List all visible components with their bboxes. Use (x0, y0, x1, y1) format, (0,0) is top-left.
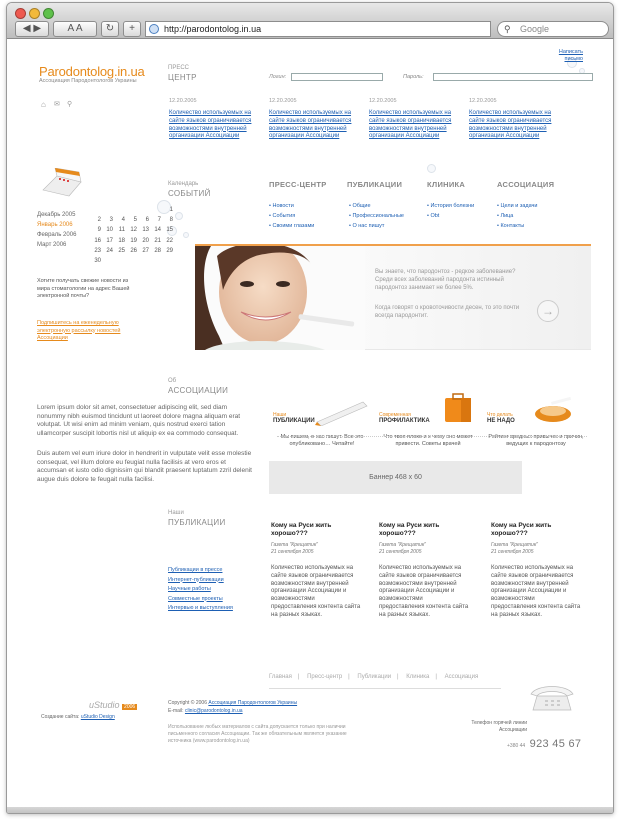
article-title[interactable]: Кому на Руси жить хорошо??? (379, 522, 440, 537)
news-date: 12.20.2005 (169, 98, 197, 104)
nav-link[interactable]: • Профессиональные (349, 211, 404, 221)
about-text-2: Duis autem vel eum iriure dolor in hendrerit in vulputate velit esse molestie consequat, vel illum dolore eu feugiat nulla facilisis at vero eros et accumsan et iusto odio dignissim qui blandit praesent luptatum zzril delenit augue duis dolore te feugait nulla facilisi. (37, 450, 252, 483)
back-icon[interactable]: ◀ (22, 23, 31, 34)
nav-heading-press[interactable]: ПРЕСС-ЦЕНТР (269, 180, 327, 189)
publication-link[interactable]: Научные работы (168, 586, 211, 592)
studio-name: uStudio (89, 700, 120, 710)
site-tagline: Ассоциация Пародонтологов Украины (39, 78, 137, 84)
promo-card-prevention[interactable] (379, 412, 477, 448)
month-item-active[interactable]: Январь 2006 (37, 222, 73, 228)
email-line (168, 708, 243, 715)
about-label-big: АССОЦИАЦИИ (168, 386, 229, 395)
card-text: Рейтинг вредных привычек и причин, ведущих к пародонтозу (488, 434, 584, 447)
login-label: Логин: (269, 74, 287, 80)
site-logo[interactable]: Parodontolog.in.ua (39, 64, 145, 79)
studio-logo[interactable] (89, 700, 137, 710)
day[interactable]: 9 (97, 227, 101, 234)
card-text: Что твоя плохо и к чему оно может привести. Советы врачей (383, 434, 473, 447)
minimize-window-button[interactable] (29, 8, 40, 19)
day[interactable]: 25 (118, 247, 125, 254)
card-label-small: Современная (379, 412, 411, 418)
day[interactable]: 2 (97, 217, 101, 224)
ashtray-icon (533, 394, 573, 424)
search-icon[interactable]: ⚲ (67, 101, 73, 108)
day[interactable]: 5 (133, 217, 137, 224)
day[interactable]: 20 (142, 237, 149, 244)
ourpubs-label-small: Наши (168, 510, 184, 516)
article-source: Газета "Крещатик" (379, 542, 426, 548)
nav-heading-publications[interactable]: ПУБЛИКАЦИИ (347, 180, 403, 189)
nav-list-clinic (427, 201, 474, 221)
pen-icon (313, 398, 371, 426)
made-by (41, 714, 115, 721)
article-date: 21 сентября 2005 (379, 549, 422, 555)
made-by-link[interactable]: uStudio Design (80, 714, 115, 720)
card-label-big: НЕ НАДО (487, 418, 515, 424)
calendar-grid (89, 205, 173, 266)
news-item (369, 98, 461, 141)
calendar-week (89, 236, 173, 246)
publication-link[interactable]: Интернет-публикации (168, 576, 224, 583)
text-size-button[interactable]: A A (53, 21, 97, 37)
made-by-label: Создание сайта: (41, 714, 80, 720)
events-label-big: СОБЫТИЙ (168, 189, 211, 198)
divider (277, 436, 587, 437)
day[interactable]: 4 (121, 217, 125, 224)
password-label: Пароль: (403, 74, 424, 80)
decor-bubble (175, 212, 183, 220)
email-link[interactable]: clinic@parodontolog.in.ua (184, 708, 243, 714)
studio-year-badge: 2006 (124, 704, 136, 710)
hero-fact-text-2: Когда говорят о кровоточивости десен, то это почти всегда пародонтит. (375, 305, 520, 319)
month-item[interactable]: Декабрь 2005 (37, 212, 76, 218)
article-title[interactable]: Кому на Руси жить хорошо??? (491, 522, 552, 537)
day[interactable]: 6 (145, 217, 149, 224)
day[interactable]: 19 (130, 237, 137, 244)
card-label-big: ПУБЛИКАЦИИ (273, 418, 315, 424)
nav-link[interactable]: • События (269, 211, 314, 221)
publication-link[interactable]: Совместные проекты (168, 595, 223, 602)
day[interactable]: 18 (118, 237, 125, 244)
day[interactable]: 14 (154, 227, 161, 234)
news-link[interactable]: Количество используемых на сайте языков ограничивается возможностями внутренней организации Ассоциации (269, 110, 352, 140)
footer-nav: Главная | Пресс-центр | Публикации | Клиника | Ассоциация (269, 674, 479, 680)
news-date: 12.20.2005 (269, 98, 297, 104)
about-text-1: Lorem ipsum dolor sit amet, consectetuer adipiscing elit, sed diam nonummy nibh euismod tincidunt ut laoreet dolore magna aliquam erat volutpat. Ut wisi enim ad minim veniam, quis nostrud exerci tation ullamcorper suscipit lobortis nisl ut aliquip ex ea commodo consequat. (37, 404, 241, 437)
news-date: 12.20.2005 (469, 98, 497, 104)
press-label-big: ЦЕНТР (168, 73, 197, 82)
day[interactable]: 15 (166, 227, 173, 234)
search-field[interactable] (497, 21, 609, 37)
nav-link[interactable]: • Лица (497, 211, 538, 221)
month-item[interactable]: Февраль 2006 (37, 232, 77, 238)
article-date: 21 сентября 2005 (491, 549, 534, 555)
card-label-small: Что делать (487, 412, 513, 418)
ad-banner[interactable]: Баннер 468 x 60 (269, 461, 522, 494)
write-us-link[interactable]: Написать письмо (558, 49, 583, 62)
article-card (491, 522, 581, 620)
day[interactable]: 30 (94, 258, 101, 265)
article-source: Газета "Крещатик" (491, 542, 538, 548)
decor-bubble (183, 232, 189, 238)
day[interactable]: 28 (154, 247, 161, 254)
decor-bubble (427, 164, 436, 173)
month-list (37, 210, 76, 250)
day[interactable]: 24 (106, 247, 113, 254)
day[interactable]: 7 (157, 217, 161, 224)
password-input[interactable] (433, 73, 593, 81)
calendar-week (89, 215, 173, 225)
calendar-icon (39, 168, 85, 198)
article-title[interactable]: Кому на Руси жить хорошо??? (271, 522, 332, 537)
article-source: Газета "Крещатик" (271, 542, 318, 548)
usage-notice: Использование любых материалов с сайта допускается только при наличии письменного согласия Ассоциации. Так же обязательным является указание источника (www.parodontolog.in.ua) (168, 724, 347, 744)
phone-number: 923 45 67 (529, 738, 582, 750)
press-label-small: ПРЕСС (168, 65, 189, 71)
news-date: 12.20.2005 (369, 98, 397, 104)
day[interactable]: 21 (154, 237, 161, 244)
calendar-week (89, 246, 173, 256)
zoom-window-button[interactable] (43, 8, 54, 19)
footer-divider (269, 688, 501, 689)
subscribe-link[interactable]: Подпишитесь на еженедельную электронную рассылку новостей Ассоциации (37, 320, 121, 341)
phone-code: +380 44 (507, 743, 526, 749)
day[interactable]: 3 (109, 217, 113, 224)
day[interactable]: 16 (94, 237, 101, 244)
article-body: Количество используемых на сайте языков ограничивается возможностями внутренней организации Ассоциации и возможностями предоставления контента сайта на разных языках. (379, 565, 469, 618)
day[interactable]: 29 (166, 247, 173, 254)
card-label-small: Наши (273, 412, 287, 418)
about-label-small: Об (168, 378, 177, 384)
day[interactable]: 11 (118, 227, 125, 234)
reload-button[interactable]: ↻ (101, 21, 119, 37)
day[interactable]: 10 (106, 227, 113, 234)
calendar-week (89, 225, 173, 235)
news-link[interactable]: Количество используемых на сайте языков ограничивается возможностями внутренней организации Ассоциации (469, 110, 552, 140)
calendar-week (89, 205, 173, 215)
month-item[interactable]: Март 2006 (37, 242, 67, 248)
nav-link[interactable]: • О нас пишут (349, 221, 404, 231)
news-link[interactable]: Количество используемых на сайте языков ограничивается возможностями внутренней организации Ассоциации (169, 110, 252, 140)
day[interactable]: 22 (166, 237, 173, 244)
article-date: 21 сентября 2005 (271, 549, 314, 555)
card-text: Мы пишем, о нас пишут. Все это опубликовано… Читайте! (280, 434, 364, 447)
first-aid-case-icon (441, 390, 475, 424)
hero-fact-text: Вы знаете, что пародонтоз - редкое заболевание? Среди всех заболеваний пародонта истинный пародонтоз занимает не более 5%. (375, 269, 516, 291)
day[interactable]: 17 (106, 237, 113, 244)
article-body: Количество используемых на сайте языков ограничивается возможностями внутренней организации Ассоциации и возможностями предоставления контента сайта на разных языках. (271, 565, 361, 618)
publication-links (168, 566, 233, 614)
ourpubs-label-big: ПУБЛИКАЦИИ (168, 518, 226, 527)
forward-icon[interactable]: ▶ (33, 23, 42, 34)
nav-list-press (269, 201, 314, 231)
hotline-phone[interactable] (507, 734, 581, 752)
events-label-small: Календарь (168, 181, 199, 187)
smiling-woman-photo (195, 246, 365, 350)
hotline-label: Телефон горячей линии Ассоциации (471, 720, 527, 733)
search-placeholder: Google (520, 24, 550, 34)
copyright (168, 700, 297, 707)
add-bookmark-button[interactable]: + (123, 21, 141, 37)
login-input[interactable] (291, 73, 383, 81)
home-icon[interactable]: ⌂ (41, 100, 46, 109)
browser-toolbar (7, 3, 613, 39)
nav-link[interactable]: • Своими глазами (269, 221, 314, 231)
news-item (469, 98, 561, 141)
nav-link[interactable]: • Цели и задачи (497, 201, 538, 211)
nav-heading-clinic[interactable]: КЛИНИКА (427, 180, 466, 189)
article-card (379, 522, 469, 620)
copyright-link[interactable]: Ассоциация Пародонтологов Украины (208, 700, 298, 706)
nav-list-publications (349, 201, 404, 231)
day[interactable]: 12 (130, 227, 137, 234)
email-label: E-mail: (168, 708, 184, 714)
footer-nav-link[interactable]: Публикации (357, 674, 392, 680)
promo-card-publications[interactable] (273, 412, 371, 448)
day[interactable]: 23 (94, 247, 101, 254)
mail-icon[interactable]: ✉ (54, 101, 60, 108)
promo-card-dont[interactable] (487, 412, 585, 448)
article-card (271, 522, 361, 620)
nav-link[interactable]: • Общие (349, 201, 404, 211)
close-window-button[interactable] (15, 8, 26, 19)
address-bar[interactable] (145, 21, 491, 37)
nav-heading-association[interactable]: АССОЦИАЦИЯ (497, 180, 555, 189)
day[interactable]: 27 (142, 247, 149, 254)
web-page (7, 40, 613, 806)
calendar-week (89, 256, 173, 266)
hero-banner (195, 244, 591, 350)
copyright-text: Copyright © 2006 (168, 700, 207, 706)
article-body: Количество используемых на сайте языков ограничивается возможностями внутренней организации Ассоциации и возможностями предоставления контента сайта на разных языках. (491, 565, 581, 618)
day[interactable]: 13 (142, 227, 149, 234)
news-item (269, 98, 361, 141)
day[interactable]: 1 (169, 207, 173, 213)
footer-nav-link[interactable]: Клиника (406, 674, 430, 680)
day[interactable]: 8 (169, 217, 173, 224)
publication-link[interactable]: Интервью и выступления (168, 605, 233, 611)
nav-link[interactable]: • Obt (427, 211, 474, 221)
back-forward-buttons[interactable] (15, 21, 49, 37)
browser-window (6, 2, 614, 814)
news-item (169, 98, 261, 141)
address-text: http://parodontolog.in.ua (164, 24, 262, 34)
subscribe-text: Хотите получать свежие новости из мира стоматологии на адрес Вашей электронной почты? (37, 278, 130, 299)
next-arrow-icon[interactable]: → (537, 300, 559, 322)
footer-nav-link[interactable]: Пресс-центр (307, 674, 343, 680)
telephone-icon (527, 682, 577, 716)
nav-list-association (497, 201, 538, 231)
day[interactable]: 26 (130, 247, 137, 254)
window-bottom-bar (7, 807, 613, 814)
nav-link[interactable]: • Новости (269, 201, 314, 211)
footer-nav-link[interactable]: Ассоциация (444, 674, 479, 680)
nav-link[interactable]: • История болезни (427, 201, 474, 211)
footer-nav-link[interactable]: Главная (269, 674, 292, 680)
magnifier-icon: ⚲ (504, 24, 511, 34)
nav-link[interactable]: • Контакты (497, 221, 538, 231)
publication-link[interactable]: Публикации в прессе (168, 567, 223, 573)
card-label-big: ПРОФИЛАКТИКА (379, 418, 430, 424)
news-link[interactable]: Количество используемых на сайте языков ограничивается возможностями внутренней организации Ассоциации (369, 110, 452, 140)
globe-icon (149, 24, 159, 34)
